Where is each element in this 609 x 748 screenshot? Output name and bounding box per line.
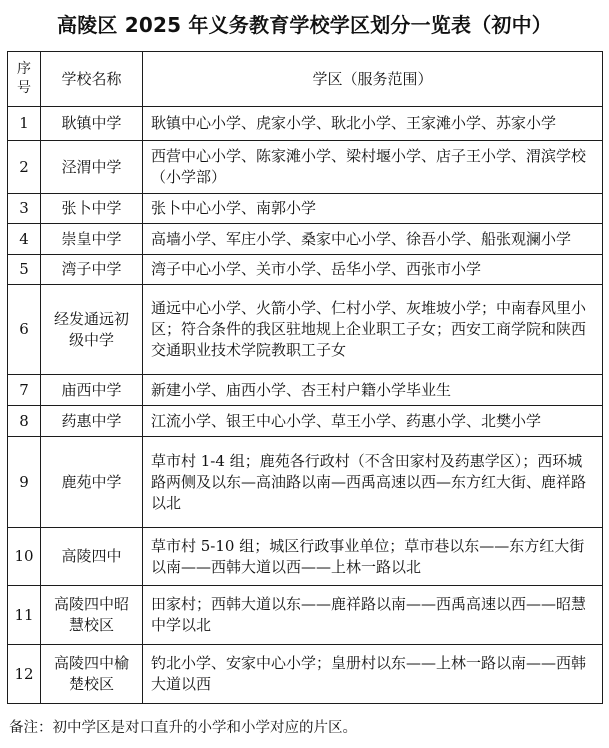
- school-name: 高陵四中: [41, 528, 143, 586]
- district-table: [7, 51, 603, 704]
- table-row: [8, 375, 603, 406]
- header-no: [8, 52, 41, 107]
- table-row: [8, 107, 603, 141]
- row-no: 12: [8, 645, 41, 704]
- header-no-label: 序号: [17, 61, 31, 96]
- school-area: 草市村 5-10 组；城区行政事业单位；草市巷以东——东方红大街以南——西韩大道以西——上林一路以北: [143, 528, 603, 586]
- school-name: 崇皇中学: [41, 224, 143, 255]
- school-area: 张卜中心小学、南郭小学: [143, 194, 603, 224]
- school-name: 张卜中学: [41, 194, 143, 224]
- school-area: 草市村 1-4 组；鹿苑各行政村（不含田家村及药惠学区）；西环城路两侧及以东—高油路以南—西禹高速以西—东方红大街、鹿祥路以北: [143, 437, 603, 528]
- school-name: 经发通远初级中学: [41, 285, 143, 375]
- footnote: 备注：初中学区是对口直升的小学和小学对应的片区。: [9, 720, 357, 736]
- table-row: [8, 255, 603, 285]
- header-area: 学区（服务范围）: [143, 52, 603, 107]
- school-area: 钓北小学、安家中心小学；皇册村以东——上林一路以南——西韩大道以西: [143, 645, 603, 704]
- table-row: [8, 194, 603, 224]
- table-row: [8, 645, 603, 704]
- header-name: 学校名称: [41, 52, 143, 107]
- row-no: 10: [8, 528, 41, 586]
- row-no: 6: [8, 285, 41, 375]
- row-no: 8: [8, 406, 41, 437]
- school-name: 耿镇中学: [41, 107, 143, 141]
- table-row: [8, 528, 603, 586]
- school-name: 泾渭中学: [41, 141, 143, 194]
- table-row: [8, 406, 603, 437]
- school-area: 新建小学、庙西小学、杏王村户籍小学毕业生: [143, 375, 603, 406]
- school-area: 湾子中心小学、关市小学、岳华小学、西张市小学: [143, 255, 603, 285]
- row-no: 11: [8, 586, 41, 645]
- school-area: 田家村；西韩大道以东——鹿祥路以南——西禹高速以西——昭慧中学以北: [143, 586, 603, 645]
- school-area: 江流小学、银王中心小学、草王小学、药惠小学、北樊小学: [143, 406, 603, 437]
- school-name: 庙西中学: [41, 375, 143, 406]
- page-title: 高陵区 2025 年义务教育学校学区划分一览表（初中）: [57, 13, 552, 37]
- school-area: 高墙小学、军庄小学、桑家中心小学、徐吾小学、船张观澜小学: [143, 224, 603, 255]
- school-name: 高陵四中昭慧校区: [41, 586, 143, 645]
- table-row: [8, 141, 603, 194]
- row-no: 4: [8, 224, 41, 255]
- table-row: [8, 437, 603, 528]
- table-row: [8, 224, 603, 255]
- school-area: 西营中心小学、陈家滩小学、梁村堰小学、店子王小学、渭滨学校（小学部）: [143, 141, 603, 194]
- table-row: [8, 586, 603, 645]
- row-no: 3: [8, 194, 41, 224]
- school-name: 高陵四中榆楚校区: [41, 645, 143, 704]
- table-header-row: [8, 52, 603, 107]
- table-row: [8, 285, 603, 375]
- row-no: 5: [8, 255, 41, 285]
- row-no: 1: [8, 107, 41, 141]
- school-name: 药惠中学: [41, 406, 143, 437]
- school-name: 鹿苑中学: [41, 437, 143, 528]
- row-no: 2: [8, 141, 41, 194]
- school-name: 湾子中学: [41, 255, 143, 285]
- row-no: 9: [8, 437, 41, 528]
- row-no: 7: [8, 375, 41, 406]
- school-area: 耿镇中心小学、虎家小学、耿北小学、王家滩小学、苏家小学: [143, 107, 603, 141]
- school-area: 通远中心小学、火箭小学、仁村小学、灰堆坡小学；中南春风里小区；符合条件的我区驻地规上企业职工子女；西安工商学院和陕西交通职业技术学院教职工子女: [143, 285, 603, 375]
